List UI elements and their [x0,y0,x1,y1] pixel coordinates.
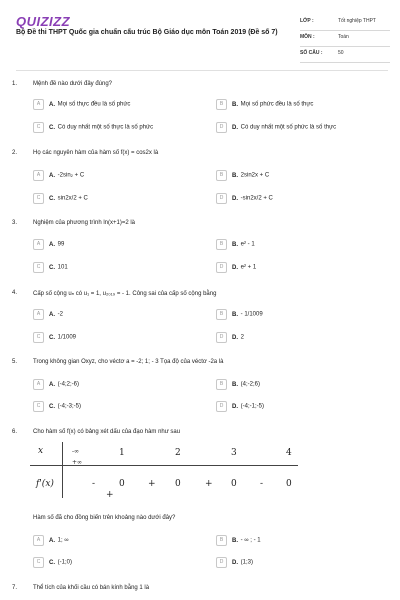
option-box: B [216,239,227,250]
option-letter: A. [49,173,55,180]
question-number: 5. [12,359,18,365]
answer-option[interactable] [216,122,336,133]
option-text: (1;3) [240,559,254,566]
option-box: A [33,99,44,110]
option-text: -2sin₂ + C [57,172,85,179]
question-text: Trong không gian Oxyz, cho véctơ a = -2; 1; - 3 Tọa độ của véctơ -2a là [33,359,224,365]
answer-option[interactable] [216,332,244,343]
answer-option[interactable] [33,401,81,412]
option-box: A [33,309,44,320]
meta-value: Tốt nghiệp THPT [338,18,376,24]
option-letter: D. [232,125,238,132]
question-text: Nghiệm của phương trình ln(x+1)=2 là [33,220,136,226]
option-box: B [216,379,227,390]
table-sign: + [148,479,156,489]
option-box: C [33,122,44,133]
option-box: D [216,193,227,204]
option-text: Mọi số thực đều là số phức [57,101,131,108]
answer-option[interactable] [33,193,88,204]
option-letter: C. [49,560,55,567]
table-fx-label: f'(x) [36,479,54,489]
answer-option[interactable] [33,239,64,250]
option-text: Có duy nhất một số phức là số thực [240,124,337,131]
option-letter: B. [232,382,238,389]
option-text: - ∞ ; - 1 [240,537,261,544]
option-text: 1/1009 [57,334,77,341]
option-letter: D. [232,335,238,342]
header-divider [16,70,388,71]
question-subtext: Hàm số đã cho đồng biến trên khoảng nào dưới đây? [33,515,176,521]
option-letter: D. [232,196,238,203]
meta-row-subject [300,31,390,47]
option-letter: C. [49,125,55,132]
table-x-value: 1 [119,448,125,458]
question-text: Mệnh đề nào dưới đây đúng? [33,81,113,87]
option-text: (-4;-3;-5) [57,403,82,410]
option-text: (4;-2;6) [240,381,261,388]
option-text: (-1;0) [57,559,73,566]
question-number: 6. [12,429,18,435]
answer-option[interactable] [33,262,68,273]
answer-option[interactable] [216,401,264,412]
meta-value: Toán [338,34,349,40]
table-sign: + [205,479,213,489]
option-text: - 1/1009 [240,311,263,318]
worksheet-meta [300,15,390,63]
table-sign: 0 [286,479,292,489]
option-box: B [216,309,227,320]
option-letter: B. [232,102,238,109]
answer-option[interactable] [216,557,253,568]
option-box: D [216,262,227,273]
option-text: Có duy nhất một số thực là số phức [57,124,154,131]
table-x-value: 2 [175,448,181,458]
table-x-label: x [38,446,44,456]
option-box: C [33,193,44,204]
answer-option[interactable] [33,99,130,110]
answer-option[interactable] [33,535,69,546]
table-x-value: 4 [286,448,292,458]
option-text: (-4;-1;-5) [240,403,265,410]
answer-option[interactable] [216,239,255,250]
option-letter: D. [232,265,238,272]
option-letter: B. [232,312,238,319]
option-text: 99 [57,241,65,248]
table-sign: - [260,479,264,489]
option-text: 2sin2x + C [240,172,270,179]
option-letter: A. [49,242,55,249]
question-text: Họ các nguyên hàm của hàm số f(x) = cos2x là [33,150,159,156]
table-sign: 0 [231,479,237,489]
option-letter: D. [232,560,238,567]
option-letter: A. [49,538,55,545]
answer-option[interactable] [216,309,263,320]
table-divider [62,442,63,498]
answer-option[interactable] [216,170,269,181]
option-box: C [33,332,44,343]
option-box: A [33,239,44,250]
option-box: D [216,401,227,412]
question-number: 1. [12,81,18,87]
answer-option[interactable] [33,332,76,343]
option-text: 2 [240,334,245,341]
answer-option[interactable] [33,557,72,568]
answer-option[interactable] [33,309,63,320]
meta-value: 50 [338,50,344,56]
option-letter: C. [49,404,55,411]
option-box: D [216,332,227,343]
option-letter: B. [232,173,238,180]
table-sign: 0 [119,479,125,489]
answer-option[interactable] [216,262,256,273]
option-text: sin2x/2 + C [57,195,88,202]
meta-row-class [300,15,390,31]
answer-option[interactable] [33,379,79,390]
option-box: B [216,170,227,181]
option-box: C [33,262,44,273]
option-text: Mọi số phức đều là số thực [240,101,314,108]
table-divider [30,465,298,466]
option-box: A [33,170,44,181]
option-letter: C. [49,196,55,203]
option-box: A [33,379,44,390]
answer-option[interactable] [216,379,260,390]
meta-label: LỚP : [300,18,314,24]
option-box: C [33,557,44,568]
option-text: e² - 1 [240,241,255,248]
table-sign: 0 [175,479,181,489]
option-box: C [33,401,44,412]
table-x-value: +∞ [72,459,83,466]
option-text: (-4;2;-6) [57,381,80,388]
table-x-value: -∞ [72,448,80,455]
worksheet-title: Bộ Đề thi THPT Quốc gia chuẩn cấu trúc Bộ Giáo dục môn Toán 2019 (Đề số 7) [16,29,278,36]
option-text: -sin2x/2 + C [240,195,273,202]
option-text: e² + 1 [240,264,257,271]
option-letter: A. [49,382,55,389]
option-box: A [33,535,44,546]
option-letter: B. [232,538,238,545]
answer-option[interactable] [216,99,313,110]
option-text: 1; ∞ [57,537,69,544]
option-letter: C. [49,265,55,272]
answer-option[interactable] [216,193,273,204]
option-letter: D. [232,404,238,411]
answer-option[interactable] [216,535,261,546]
question-number: 4. [12,290,18,296]
table-x-value: 3 [231,448,237,458]
question-number: 3. [12,220,18,226]
question-number: 7. [12,585,18,591]
question-text: Cấp số cộng uₙ có u₁ = 1, u₂₀₁₉ = - 1. Công sai của cấp số cộng bằng [33,291,217,297]
question-text: Cho hàm số f(x) có bảng xét dấu của đạo hàm như sau [33,429,181,435]
quizizz-logo: QUIZIZZ [16,14,71,29]
option-box: D [216,557,227,568]
option-text: 101 [57,264,68,271]
meta-row-count [300,47,390,63]
meta-label: MÔN : [300,34,315,40]
option-box: D [216,122,227,133]
option-letter: B. [232,242,238,249]
question-text: Thể tích của khối cầu có bán kính bằng 1 là [33,585,150,591]
option-text: -2 [57,311,64,318]
option-letter: A. [49,312,55,319]
answer-option[interactable] [33,122,153,133]
table-sign: + [106,490,114,500]
option-letter: A. [49,102,55,109]
option-letter: C. [49,335,55,342]
option-box: B [216,99,227,110]
option-box: B [216,535,227,546]
derivative-sign-table [30,442,298,498]
question-number: 2. [12,150,18,156]
table-sign: - [92,479,96,489]
meta-label: SỐ CÂU : [300,50,323,56]
answer-option[interactable] [33,170,84,181]
